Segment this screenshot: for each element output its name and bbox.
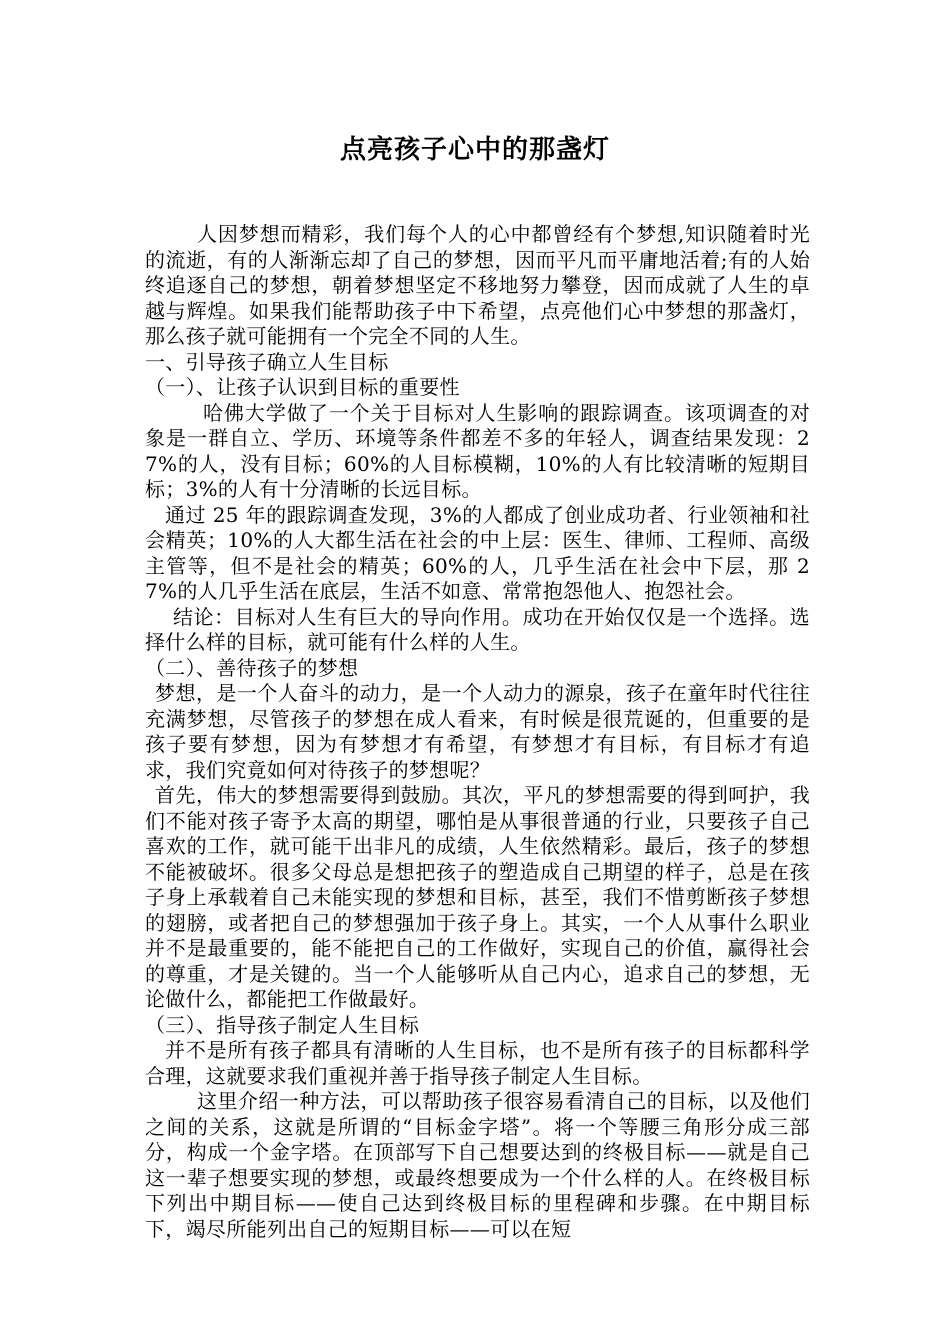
paragraph-guide-goals: 并不是所有孩子都具有清晰的人生目标，也不是所有孩子的目标都科学合理，这就要求我们重视并善于指导孩子制定人生目标。 <box>145 1038 810 1088</box>
section-heading-1: 一、引导孩子确立人生目标 <box>145 349 389 374</box>
document-body <box>145 222 810 1242</box>
paragraph-dream: 梦想，是一个人奋斗的动力，是一个人动力的源泉，孩子在童年时代往往充满梦想，尽管孩子的梦想在成人看来，有时候是很荒诞的，但重要的是孩子要有梦想，因为有梦想才有希望，有梦想才有目标，有目标才有追求，我们究竟如何对待孩子的梦想呢？ <box>145 681 810 782</box>
subsection-heading-2: （二）、善待孩子的梦想 <box>145 655 359 680</box>
paragraph-dream-steps: 首先，伟大的梦想需要得到鼓励。其次，平凡的梦想需要的得到呵护，我们不能对孩子寄予太高的期望，哪怕是从事很普通的行业，只要孩子自己喜欢的工作，就可能干出非凡的成绩，人生依然精彩。最后，孩子的梦想不能被破坏。很多父母总是想把孩子的塑造成自己期望的样子，总是在孩子身上承载着自己未能实现的梦想和目标，甚至，我们不惜剪断孩子梦想的翅膀，或者把自己的梦想强加于孩子身上。其实，一个人从事什么职业并不是最重要的，能不能把自己的工作做好，实现自己的价值，赢得社会的尊重，才是关键的。当一个人能够听从自己内心，追求自己的梦想，无论做什么，都能把工作做最好。 <box>145 783 810 1011</box>
paragraph-harvard-study: 哈佛大学做了一个关于目标对人生影响的跟踪调查。该项调查的对象是一群自立、学历、环境等条件都差不多的年轻人，调查结果发现：27%的人，没有目标；60%的人目标模糊，10%的人有比较清晰的短期目标；3%的人有十分清晰的长远目标。 <box>145 400 810 501</box>
document-title: 点亮孩子心中的那盏灯 <box>339 135 610 165</box>
paragraph-conclusion: 结论：目标对人生有巨大的导向作用。成功在开始仅仅是一个选择。选择什么样的目标，就可能有什么样的人生。 <box>145 604 810 654</box>
paragraph-goal-pyramid: 这里介绍一种方法，可以帮助孩子很容易看清自己的目标，以及他们之间的关系，这就是所谓的“目标金字塔”。将一个等腰三角形分成三部分，构成一个金字塔。在顶部写下自己想要达到的终极目标——就是自己这一辈子想要实现的梦想，或最终想要成为一个什么样的人。在终极目标下列出中期目标——使自己达到终极目标的里程碑和步骤。在中期目标下，竭尽所能列出自己的短期目标——可以在短 <box>145 1089 810 1241</box>
subsection-heading-3: （三）、指导孩子制定人生目标 <box>145 1012 420 1037</box>
paragraph-intro: 人因梦想而精彩，我们每个人的心中都曾经有个梦想,知识随着时光的流逝，有的人渐渐忘却了自己的梦想，因而平凡而平庸地活着;有的人始终追逐自己的梦想，朝着梦想坚定不移地努力攀登，因而成就了人生的卓越与辉煌。如果我们能帮助孩子中下希望，点亮他们心中梦想的那盏灯，那么孩子就可能拥有一个完全不同的人生。 <box>145 222 810 348</box>
subsection-heading-1: （一）、让孩子认识到目标的重要性 <box>145 375 460 399</box>
paragraph-tracking-result: 通过 25 年的跟踪调查发现，3%的人都成了创业成功者、行业领袖和社会精英；10%的人大都生活在社会的中上层：医生、律师、工程师、高级主管等，但不是社会的精英；60%的人，几乎生活在社会中下层，那 27%的人几乎生活在底层，生活不如意、常常抱怨他人、抱怨社会。 <box>145 502 810 603</box>
